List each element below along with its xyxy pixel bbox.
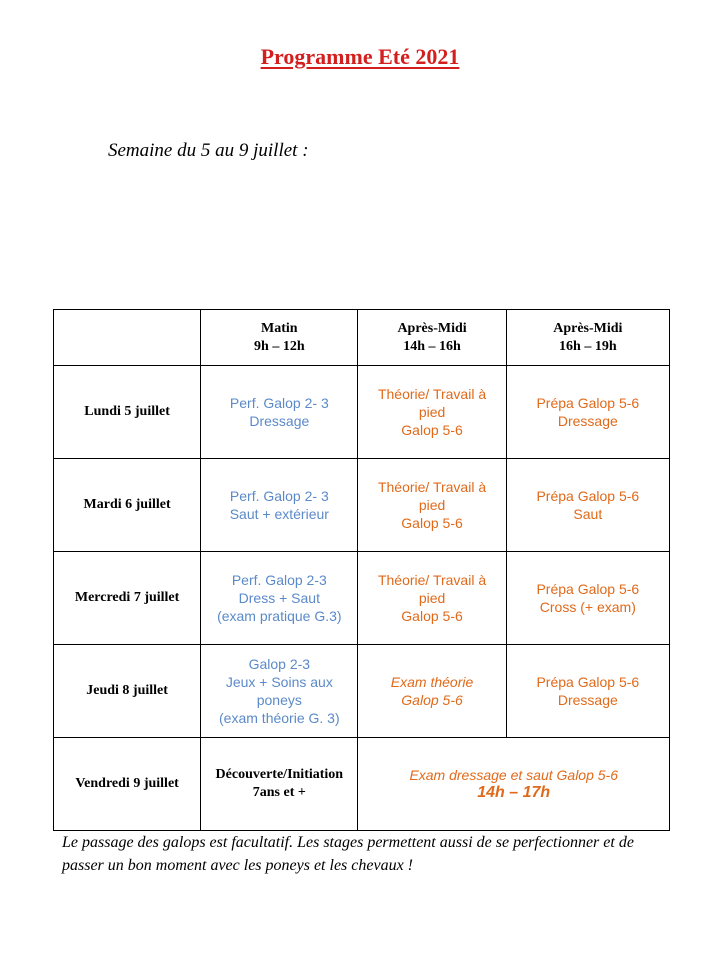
- day-cell: Mercredi 7 juillet: [54, 552, 201, 645]
- header-apres-midi-1: Après-Midi 14h – 16h: [358, 310, 506, 366]
- page-title: Programme Eté 2021: [260, 44, 460, 69]
- afternoon-1-cell: Théorie/ Travail à pied Galop 5-6: [358, 459, 506, 552]
- day-cell: Mardi 6 juillet: [54, 459, 201, 552]
- afternoon-1-cell: Théorie/ Travail à pied Galop 5-6: [358, 366, 506, 459]
- table-row: [54, 738, 670, 831]
- header-corner: [54, 310, 201, 366]
- afternoon-2-cell: Prépa Galop 5-6 Saut: [506, 459, 669, 552]
- morning-cell: Perf. Galop 2-3 Dress + Saut (exam pratique G.3): [201, 552, 358, 645]
- morning-cell: Perf. Galop 2- 3 Saut + extérieur: [201, 459, 358, 552]
- header-matin: Matin 9h – 12h: [201, 310, 358, 366]
- day-cell: Vendredi 9 juillet: [54, 738, 201, 831]
- afternoon-2-cell: Prépa Galop 5-6 Cross (+ exam): [506, 552, 669, 645]
- table-row: [54, 459, 670, 552]
- morning-cell: Découverte/Initiation 7ans et +: [201, 738, 358, 831]
- table-row: [54, 552, 670, 645]
- afternoon-2-cell: Prépa Galop 5-6 Dressage: [506, 645, 669, 738]
- week-subtitle: Semaine du 5 au 9 juillet :: [108, 140, 309, 161]
- table-row: [54, 645, 670, 738]
- afternoon-2-cell: Prépa Galop 5-6 Dressage: [506, 366, 669, 459]
- header-row: [54, 310, 670, 366]
- afternoon-1-cell: Théorie/ Travail à pied Galop 5-6: [358, 552, 506, 645]
- header-apres-midi-2: Après-Midi 16h – 19h: [506, 310, 669, 366]
- merged-afternoon-cell: Exam dressage et saut Galop 5-6 14h – 17h: [358, 738, 670, 831]
- day-cell: Jeudi 8 juillet: [54, 645, 201, 738]
- schedule-table: [53, 309, 670, 831]
- day-cell: Lundi 5 juillet: [54, 366, 201, 459]
- afternoon-1-cell: Exam théorie Galop 5-6: [358, 645, 506, 738]
- morning-cell: Perf. Galop 2- 3 Dressage: [201, 366, 358, 459]
- table-row: [54, 366, 670, 459]
- morning-cell: Galop 2-3 Jeux + Soins aux poneys (exam théorie G. 3): [201, 645, 358, 738]
- footer-note: Le passage des galops est facultatif. Les stages permettent aussi de se perfectionner et de passer un bon moment avec les poneys et les chevaux !: [62, 834, 634, 874]
